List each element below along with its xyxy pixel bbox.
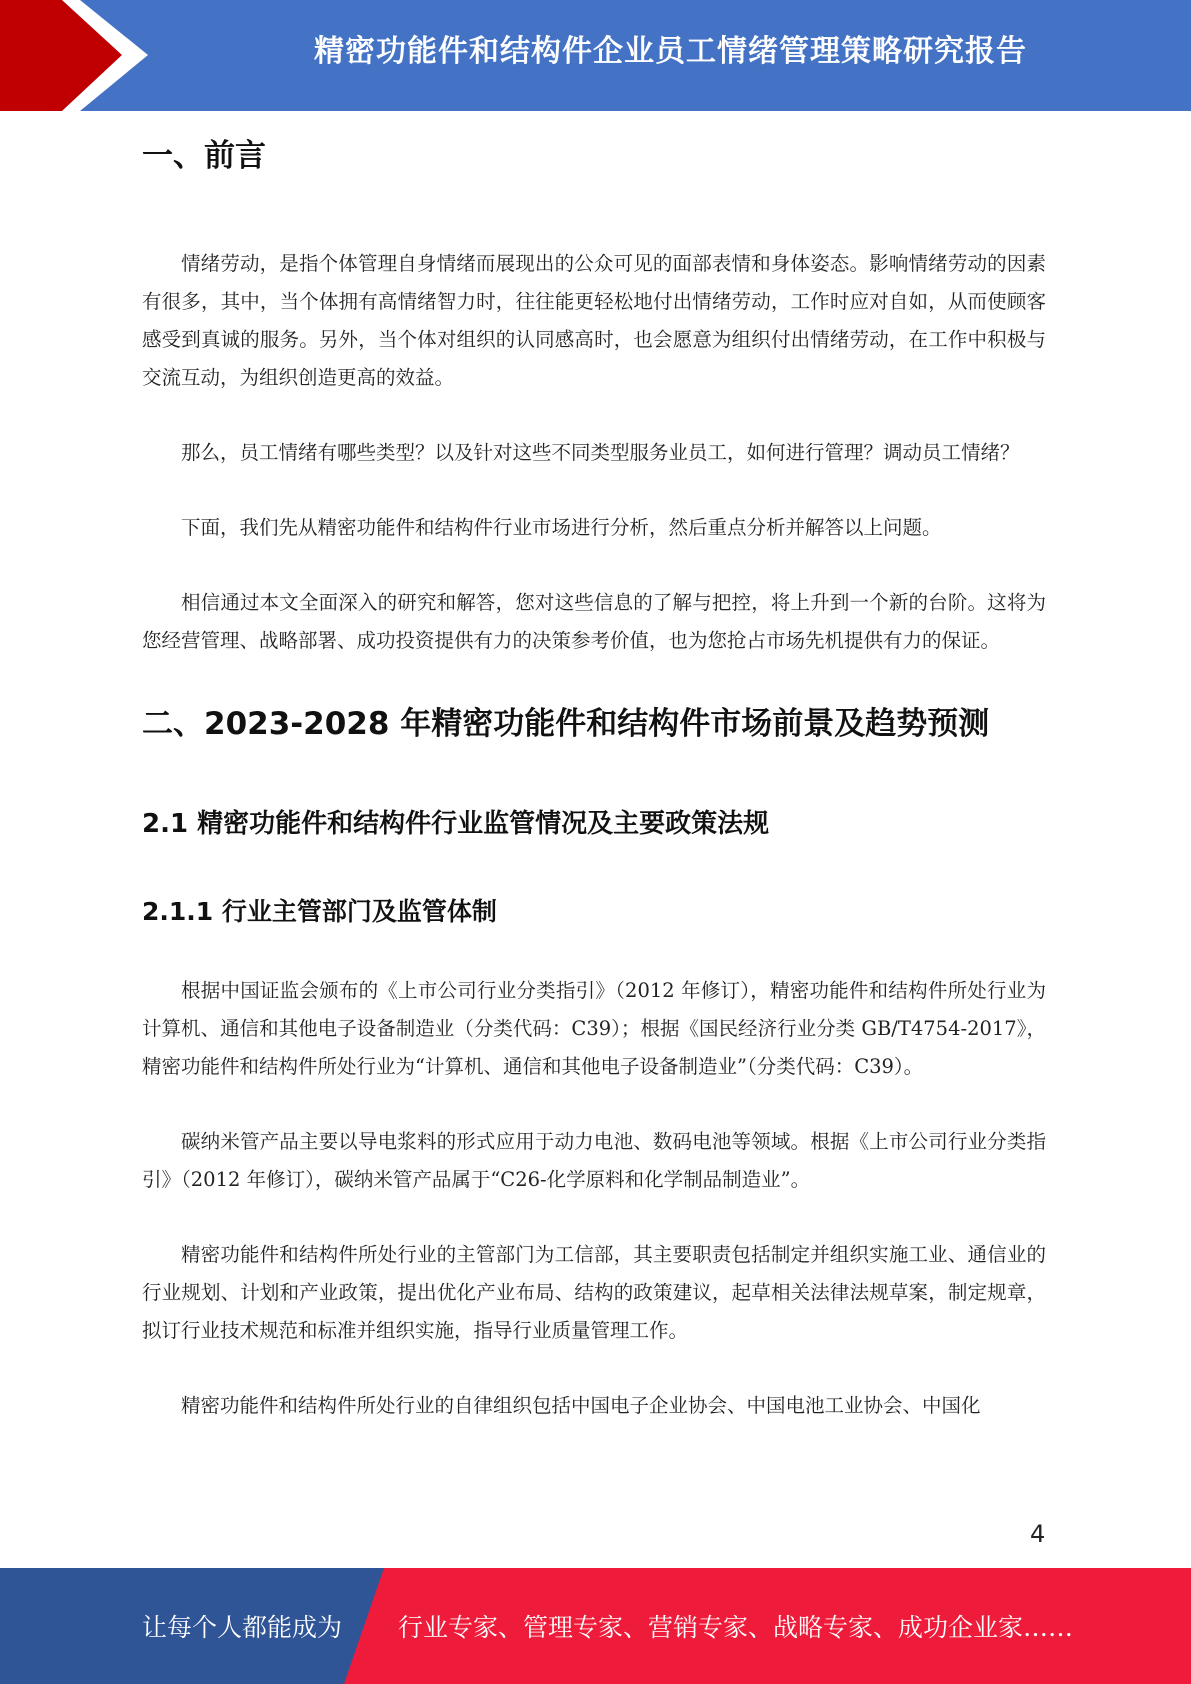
footer-banner (0, 1568, 1191, 1684)
footer-slogan-right: 行业专家、管理专家、营销专家、战略专家、成功企业家…… (398, 1613, 1074, 1642)
header-title: 精密功能件和结构件企业员工情绪管理策略研究报告 (314, 34, 1027, 69)
paragraph: 情绪劳动，是指个体管理自身情绪而展现出的公众可见的面部表情和身体姿态。影响情绪劳动的因素有很多，其中，当个体拥有高情绪智力时，往往能更轻松地付出情绪劳动，工作时应对自如，从而使顾客感受到真诚的服务。另外，当个体对组织的认同感高时，也会愿意为组织付出情绪劳动，在工作中积极与交流互动，为组织创造更高的效益。 (142, 252, 1046, 389)
section-heading-market-outlook: 二、2023-2028 年精密功能件和结构件市场前景及趋势预测 (142, 706, 990, 742)
paragraph: 碳纳米管产品主要以导电浆料的形式应用于动力电池、数码电池等领域。根据《上市公司行业分类指引》（2012 年修订），碳纳米管产品属于“C26-化学原料和化学制品制造业”。 (142, 1130, 1046, 1191)
paragraph: 那么，员工情绪有哪些类型？以及针对这些不同类型服务业员工，如何进行管理？调动员工情绪？ (181, 441, 1020, 464)
paragraph: 相信通过本文全面深入的研究和解答，您对这些信息的了解与把控，将上升到一个新的台阶。这将为您经营管理、战略部署、成功投资提供有力的决策参考价值，也为您抢占市场先机提供有力的保证。 (142, 591, 1046, 652)
page-number: 4 (1030, 1520, 1046, 1548)
paragraph: 精密功能件和结构件所处行业的主管部门为工信部，其主要职责包括制定并组织实施工业、通信业的行业规划、计划和产业政策，提出优化产业布局、结构的政策建议，起草相关法律法规草案，制定规章，拟订行业技术规范和标准并组织实施，指导行业质量管理工作。 (142, 1243, 1046, 1342)
paragraph: 根据中国证监会颁布的《上市公司行业分类指引》（2012 年修订），精密功能件和结构件所处行业为计算机、通信和其他电子设备制造业（分类代码：C39）；根据《国民经济行业分类 GB/T4754-2017》，精密功能件和结构件所处行业为“计算机、通信和其他电子设备制造业”（分类代码：C39）。 (142, 979, 1046, 1078)
footer-slogan-left: 让每个人都能成为 (142, 1613, 343, 1642)
header-banner (0, 0, 1191, 111)
paragraph: 下面，我们先从精密功能件和结构件行业市场进行分析，然后重点分析并解答以上问题。 (181, 516, 942, 539)
subsection-heading-authority: 2.1.1 行业主管部门及监管体制 (142, 897, 497, 926)
document-body (142, 130, 1046, 1425)
paragraph: 精密功能件和结构件所处行业的自律组织包括中国电子企业协会、中国电池工业协会、中国化 (181, 1394, 981, 1417)
section-heading-preface: 一、前言 (142, 138, 266, 174)
subsection-heading-regulation: 2.1 精密功能件和结构件行业监管情况及主要政策法规 (142, 809, 770, 839)
